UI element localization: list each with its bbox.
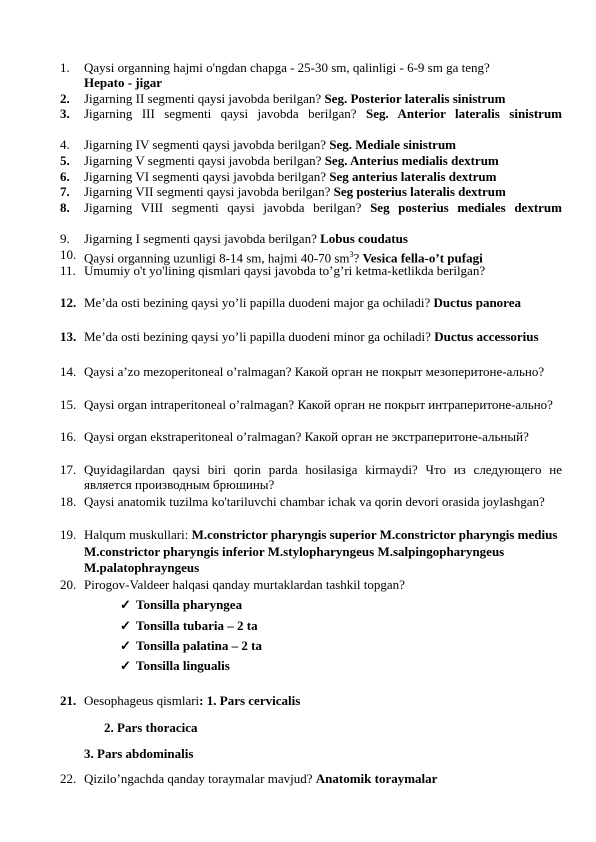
question-12 [60,295,562,310]
question-number: 19. [60,527,77,542]
question-text: Pirogov-Valdeer halqasi qanday murtaklardan tashkil topgan? [84,577,405,592]
question-number: 20. [60,577,77,592]
question-text: Jigarning V segmenti qaysi javobda berilgan? [84,153,322,168]
check-item [120,597,242,613]
check-item [120,618,258,634]
answer-text: 1. Pars cervicalis [206,693,301,708]
question-number: 6. [60,169,70,184]
answer-text: Anatomik toraymalar [315,771,438,786]
answer-text: Seg. Posterior lateralis sinistrum [324,91,506,106]
question-number: 12. [60,295,77,310]
answer-text: Hepato - jigar [84,75,162,91]
answer-text: Ductus panorea [433,295,521,310]
question-number: 18. [60,494,77,509]
question-number: 21. [60,693,77,708]
question-number: 22. [60,771,77,786]
check-item [120,638,262,654]
question-text: Qaysi anatomik tuzilma ko'tariluvchi chambar ichak va qorin devori orasida joylashgan? [84,494,545,509]
checkmark-icon: ✓ [120,658,131,673]
checkmark-icon: ✓ [120,638,131,653]
colon: : [199,693,204,708]
question-number: 3. [60,106,70,121]
question-1 [60,60,562,91]
question-text: Qizilo’ngachda qanday toraymalar mavjud? [84,771,313,786]
answer-text: Seg. Anterius medialis dextrum [324,153,499,168]
question-number: 1. [60,60,70,75]
question-text: Qaysi organning hajmi o'ngdan chapga - 25-30 sm, qalinligi - 6-9 sm ga teng? [84,60,490,75]
question-text: Me’da osti bezining qaysi yo’li papilla duodeni major ga ochiladi? [84,295,431,310]
answer-text: Ductus accessorius [434,329,539,344]
answer-text: Seg posterius mediales dextrum [370,200,562,215]
question-number: 5. [60,153,70,168]
question-text: Umumiy o't yo'lining qismlari qaysi javobda to’g’ri ketma-ketlikda berilgan? [84,263,486,278]
question-14 [60,364,562,379]
answer-line-2: 2. Pars thoracica [104,720,198,735]
question-7 [60,184,562,199]
question-4 [60,137,562,152]
check-item-label: Tonsilla tubaria – 2 ta [136,618,258,633]
checkmark-icon: ✓ [120,618,131,633]
question-text: Jigarning I segmenti qaysi javobda berilgan? [84,231,317,246]
question-number: 10. [60,247,77,262]
question-6 [60,169,562,184]
check-item-label: Tonsilla palatina – 2 ta [136,638,262,653]
answer-line-3: 3. Pars abdominalis [84,746,194,761]
question-number: 14. [60,364,77,379]
question-11 [60,263,562,278]
question-8 [60,200,562,215]
question-5 [60,153,562,168]
check-item-label: Tonsilla lingualis [136,658,230,673]
question-text: Jigarning VIII segmenti qaysi javobda berilgan? [84,200,362,215]
answer-text: Lobus coudatus [320,231,408,246]
question-text: Jigarning IV segmenti qaysi javobda berilgan? [84,137,327,152]
check-item [120,658,230,674]
question-13 [60,329,562,344]
question-mark: ? [353,250,360,266]
question-2 [60,91,562,106]
question-text: Qaysi a’zo mezoperitoneal o’ralmagan? Какой орган не покрыт мезоперитоне-ально? [84,364,545,379]
question-number: 13. [60,329,77,344]
question-18 [60,494,562,509]
question-3 [60,106,562,121]
question-text: Jigarning II segmenti qaysi javobda berilgan? [84,91,322,106]
answer-text: Seg. Mediale sinistrum [329,137,457,152]
superscript: 3 [349,250,354,259]
question-text: Oesophageus qismlari [84,693,200,708]
answer-text: M.constrictor pharyngis superior M.constrictor pharyngis medius M.constrictor pharyngis inferior M.stylopharyngeus M.salpingopharyngeus M.palatophrayngeus [84,527,558,575]
question-number: 8. [60,200,70,215]
answer-text: Vesica fella-o’t pufagi [362,250,483,266]
answer-text: Seg. Anterior lateralis sinistrum [365,106,562,121]
question-22 [60,771,562,786]
question-text: Qaysi organning uzunligi 8-14 sm, hajmi 40-70 sm [84,250,350,266]
question-21 [60,693,562,708]
question-number: 16. [60,429,77,444]
checkmark-icon: ✓ [120,597,131,612]
question-20 [60,577,562,592]
question-text: Jigarning VI segmenti qaysi javobda berilgan? [84,169,327,184]
question-16 [60,429,562,444]
question-15 [60,397,562,412]
question-text: Me’da osti bezining qaysi yo’li papilla duodeni minor ga ochiladi? [84,329,431,344]
question-number: 17. [60,462,77,477]
question-19 [60,527,562,577]
question-9 [60,231,562,246]
question-text: Jigarning VII segmenti qaysi javobda berilgan? [84,184,331,199]
question-number: 4. [60,137,70,152]
question-text: Jigarning III segmenti qaysi javobda berilgan? [84,106,357,121]
question-text: Halqum muskullari: [84,527,189,542]
question-number: 2. [60,91,70,106]
question-17 [60,462,562,493]
question-number: 15. [60,397,77,412]
question-number: 11. [60,263,76,278]
answer-text: Seg anterius lateralis dextrum [329,169,497,184]
question-text: Qaysi organ intraperitoneal o’ralmagan? Какой орган не покрыт интраперитоне-ально? [84,397,553,412]
question-number: 7. [60,184,70,199]
answer-text: Seg posterius lateralis dextrum [333,184,506,199]
question-number: 9. [60,231,70,246]
question-text: Qaysi organ ekstraperitoneal o’ralmagan? Какой орган не экстраперитоне-альный? [84,429,529,444]
check-item-label: Tonsilla pharyngea [136,597,243,612]
question-text: Quyidagilardan qaysi biri qorin parda hosilasiga kirmaydi? Что из следующего не является производным брюшины? [84,462,562,493]
